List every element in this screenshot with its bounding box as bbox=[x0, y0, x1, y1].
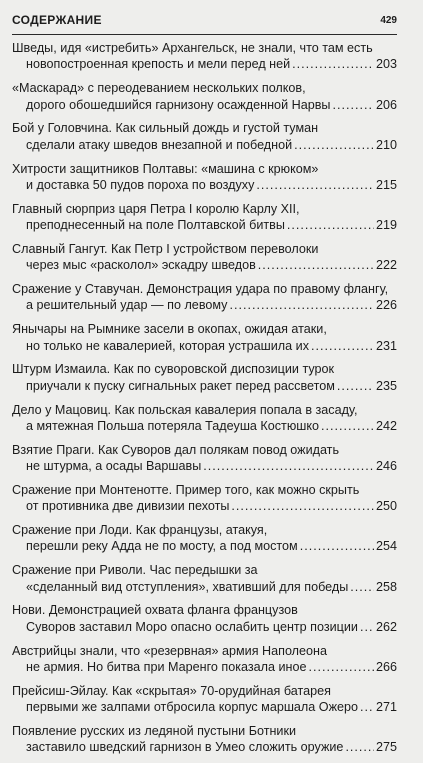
toc-entry bbox=[12, 120, 397, 153]
toc-entry-last-line bbox=[12, 56, 397, 72]
toc-entry-page: 258 bbox=[375, 579, 397, 594]
toc-entry-page: 275 bbox=[375, 740, 397, 755]
toc-entry-last-line bbox=[12, 97, 397, 113]
toc-entry bbox=[12, 402, 397, 435]
toc-entry-text: дорого обошедшийся гарнизону осажденной Нарвы bbox=[26, 97, 331, 112]
dot-leader bbox=[287, 217, 374, 233]
toc-entry-last-line bbox=[12, 699, 397, 715]
toc-entry-page: 266 bbox=[375, 659, 397, 674]
toc-entry-line: Нови. Демонстрацией охвата фланга французов bbox=[12, 603, 298, 618]
page-number: 429 bbox=[380, 15, 397, 26]
dot-leader bbox=[294, 137, 374, 153]
toc-entry-text: приучали к пуску сигнальных ракет перед рассветом bbox=[26, 378, 335, 393]
toc-entry bbox=[12, 201, 397, 234]
toc-entry bbox=[12, 361, 397, 394]
toc-entry-page: 222 bbox=[375, 258, 397, 273]
running-header bbox=[12, 12, 397, 35]
dot-leader bbox=[203, 458, 374, 474]
dot-leader bbox=[360, 619, 374, 635]
toc-entry-page: 254 bbox=[375, 539, 397, 554]
toc-entry-line: «Маскарад» с переодеванием нескольких полков, bbox=[12, 81, 306, 96]
toc-entry-page: 262 bbox=[375, 619, 397, 634]
dot-leader bbox=[360, 699, 374, 715]
toc-entry-line: Прейсиш-Эйлау. Как «скрытая» 70-орудийная батарея bbox=[12, 683, 331, 698]
toc-entry-line: Дело у Мацовиц. Как польская кавалерия попала в засаду, bbox=[12, 402, 358, 417]
toc-entry-text: преподнесенный на поле Полтавской битвы bbox=[26, 218, 285, 233]
toc-entry-last-line bbox=[12, 619, 397, 635]
toc-entry-line: Шведы, идя «истребить» Архангельск, не знали, что там есть bbox=[12, 41, 373, 55]
toc-entry-text: первыми же залпами отбросила корпус маршала Ожеро bbox=[26, 700, 359, 715]
toc-entry bbox=[12, 522, 397, 555]
dot-leader bbox=[309, 659, 374, 675]
toc-entry bbox=[12, 442, 397, 475]
dot-leader bbox=[345, 739, 374, 755]
toc-entry-page: 206 bbox=[375, 97, 397, 112]
toc-entry-text: новопостроенная крепость и мели перед ней bbox=[26, 57, 291, 72]
toc-entry-last-line bbox=[12, 217, 397, 233]
toc-entry-last-line bbox=[12, 177, 397, 193]
dot-leader bbox=[256, 177, 374, 193]
toc-entry-line: Главный сюрприз царя Петра I королю Карлу XII, bbox=[12, 201, 300, 216]
toc-entry bbox=[12, 40, 397, 73]
toc-entry-text: «сделанный вид отступления», хвативший для победы bbox=[26, 579, 349, 594]
toc-entry-line: Сражение у Ставучан. Демонстрация удара по правому флангу, bbox=[12, 282, 389, 297]
toc-entry-line: Появление русских из ледяной пустыни Ботники bbox=[12, 723, 296, 738]
toc-entry-line: Бой у Головчина. Как сильный дождь и густой туман bbox=[12, 121, 319, 136]
toc-entry-page: 235 bbox=[375, 378, 397, 393]
toc-entry bbox=[12, 80, 397, 113]
dot-leader bbox=[321, 418, 374, 434]
toc-entry bbox=[12, 161, 397, 194]
toc-entry-line: Сражение при Лоди. Как французы, атакуя, bbox=[12, 523, 268, 538]
toc-entry-text: заставило шведский гарнизон в Умео сложить оружие bbox=[26, 740, 344, 755]
toc-entry-page: 215 bbox=[375, 177, 397, 192]
toc-entry-line: Штурм Измаила. Как по суворовской диспозиции турок bbox=[12, 362, 335, 377]
toc-entry bbox=[12, 643, 397, 676]
dot-leader bbox=[300, 538, 374, 554]
toc-entry-text: не армия. Но битва при Маренго показала иное bbox=[26, 659, 307, 674]
toc-entry-text: но только не кавалерией, которая устрашила их bbox=[26, 338, 309, 353]
toc-entry-text: и доставка 50 пудов пороха по воздуху bbox=[26, 177, 255, 192]
section-title: СОДЕРЖАНИЕ bbox=[12, 13, 102, 27]
toc-entry-last-line bbox=[12, 739, 397, 755]
toc-entry-text: не штурма, а осады Варшавы bbox=[26, 459, 202, 474]
toc-entry-page: 226 bbox=[375, 298, 397, 313]
toc-entry bbox=[12, 321, 397, 354]
toc-list bbox=[12, 40, 397, 763]
toc-entry-text: от противника две дивизии пехоты bbox=[26, 499, 230, 514]
toc-entry-line: Взятие Праги. Как Суворов дал полякам повод ожидать bbox=[12, 442, 340, 457]
dot-leader bbox=[292, 56, 374, 72]
toc-entry-last-line bbox=[12, 579, 397, 595]
toc-entry-page: 219 bbox=[375, 218, 397, 233]
dot-leader bbox=[311, 338, 374, 354]
toc-entry bbox=[12, 562, 397, 595]
toc-entry bbox=[12, 602, 397, 635]
dot-leader bbox=[229, 297, 374, 313]
dot-leader bbox=[350, 579, 374, 595]
toc-entry-page: 250 bbox=[375, 499, 397, 514]
toc-entry-last-line bbox=[12, 498, 397, 514]
dot-leader bbox=[332, 97, 374, 113]
toc-entry bbox=[12, 281, 397, 314]
dot-leader bbox=[258, 257, 374, 273]
toc-entry-last-line bbox=[12, 338, 397, 354]
dot-leader bbox=[337, 378, 374, 394]
toc-entry-last-line bbox=[12, 297, 397, 313]
toc-entry-page: 210 bbox=[375, 137, 397, 152]
toc-entry-text: Суворов заставил Моро опасно ослабить центр позиции bbox=[26, 619, 358, 634]
toc-entry-line: Хитрости защитников Полтавы: «машина с крюком» bbox=[12, 161, 319, 176]
toc-entry-line: Славный Гангут. Как Петр I устройством переволоки bbox=[12, 241, 319, 256]
toc-entry-page: 271 bbox=[375, 700, 397, 715]
toc-entry-text: а мятежная Польша потеряла Тадеуша Костюшко bbox=[26, 418, 320, 433]
toc-entry-line: Австрийцы знали, что «резервная» армия Наполеона bbox=[12, 643, 327, 658]
toc-entry-last-line bbox=[12, 418, 397, 434]
toc-entry-last-line bbox=[12, 378, 397, 394]
toc-entry-last-line bbox=[12, 659, 397, 675]
toc-entry-text: а решительный удар — по левому bbox=[26, 298, 228, 313]
toc-entry-text: перешли реку Адда не по мосту, а под мостом bbox=[26, 539, 298, 554]
toc-entry bbox=[12, 482, 397, 515]
toc-entry-last-line bbox=[12, 137, 397, 153]
toc-entry-last-line bbox=[12, 538, 397, 554]
toc-entry-line: Янычары на Рымнике засели в окопах, ожидая атаки, bbox=[12, 322, 327, 337]
toc-entry bbox=[12, 241, 397, 274]
toc-entry bbox=[12, 723, 397, 756]
toc-entry-text: через мыс «расколол» эскадру шведов bbox=[26, 258, 256, 273]
toc-entry-line: Сражение при Риволи. Час передышки за bbox=[12, 563, 258, 578]
dot-leader bbox=[231, 498, 374, 514]
toc-entry-last-line bbox=[12, 257, 397, 273]
toc-entry bbox=[12, 683, 397, 716]
toc-entry-last-line bbox=[12, 458, 397, 474]
toc-entry-page: 231 bbox=[375, 338, 397, 353]
toc-entry-page: 203 bbox=[375, 57, 397, 72]
toc-entry-page: 246 bbox=[375, 459, 397, 474]
toc-entry-line: Сражение при Монтенотте. Пример того, как можно скрыть bbox=[12, 482, 360, 497]
toc-entry-page: 242 bbox=[375, 418, 397, 433]
toc-entry-text: сделали атаку шведов внезапной и победной bbox=[26, 137, 293, 152]
